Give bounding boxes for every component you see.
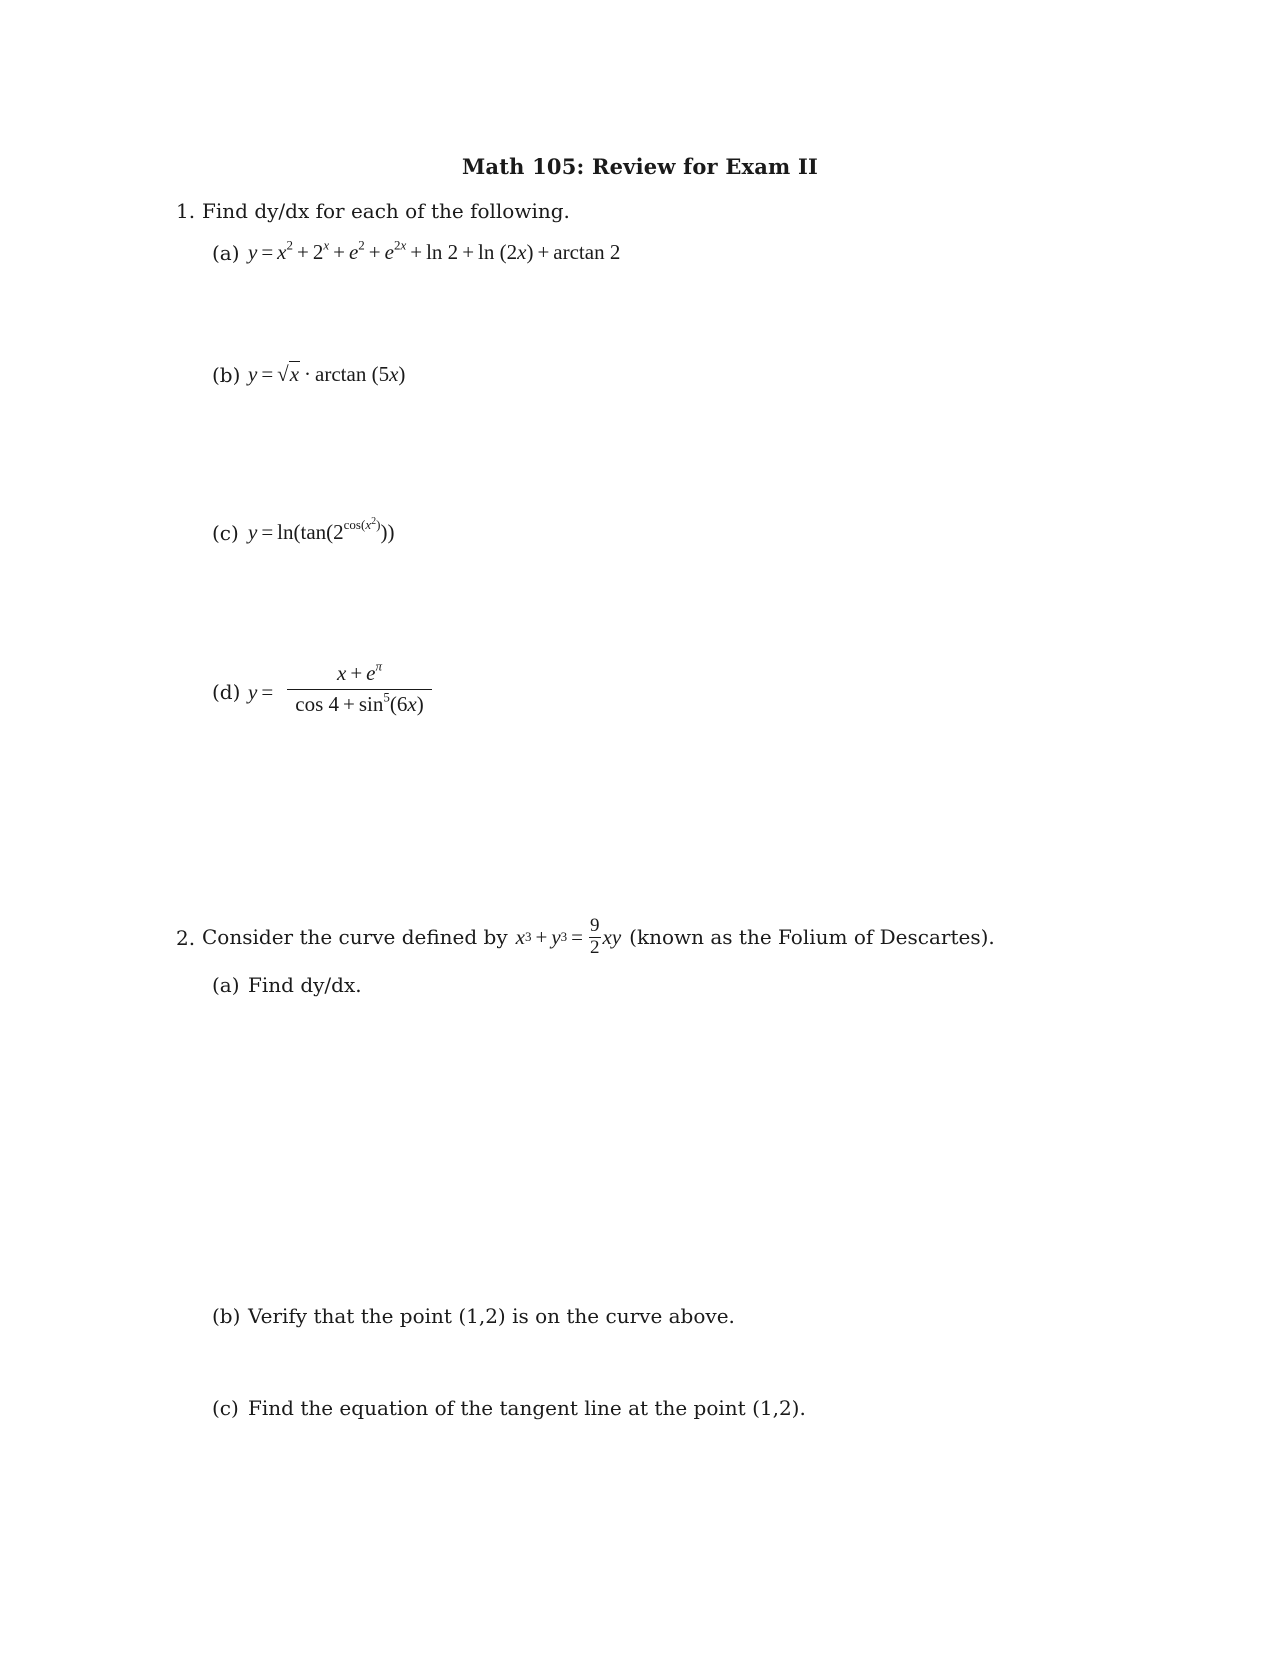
q1-part-d-label: (d)	[212, 680, 241, 704]
q2-part-c-label: (c)	[212, 1396, 239, 1420]
q2-part-c-text: Find the equation of the tangent line at the point (1,2).	[248, 1396, 806, 1420]
q1-part-b-equation: y = √x · arctan (5x)	[248, 362, 406, 386]
folium-equation: x 3 + y 3 = $\frac{9}{2}$ xy	[515, 914, 622, 958]
q1-part-b-label: (b)	[212, 363, 241, 387]
q1-part-a-equation: $y = x^2 + 2^x + e^2 + e^{2x} + \ln 2 + \ln (2x) + \arctan 2$	[248, 237, 621, 264]
q1-part-a-label: (a)	[212, 241, 240, 265]
page-title: Math 105: Review for Exam II	[461, 154, 819, 179]
q1-part-d-y-equals: y =	[248, 680, 274, 704]
q1-part-d-fraction	[287, 658, 432, 718]
question-2-prompt-start: Consider the curve defined by	[202, 925, 508, 949]
q2-part-a-label: (a)	[212, 973, 240, 997]
nine-halves-fraction: $\frac{9}{2}$	[590, 914, 600, 958]
q2-part-b-text: Verify that the point (1,2) is on the curve above.	[248, 1304, 735, 1328]
question-2-prompt-end: (known as the Folium of Descartes).	[629, 925, 995, 949]
question-1-prompt	[202, 199, 570, 223]
question-1-prompt-text: Find dy/dx for each of the following.	[202, 199, 570, 223]
question-2-prompt	[202, 912, 995, 962]
q2-part-a-text: Find dy/dx.	[248, 973, 362, 997]
question-1-number: 1.	[176, 199, 196, 223]
q1-part-c-equation: $y = \ln(\tan(2^{cos(x^2)}))$	[248, 516, 395, 544]
question-2-number: 2.	[176, 926, 196, 950]
fraction-numerator: $x + e^\pi$	[336, 658, 382, 685]
fraction-denominator: $\cos 4 + \sin^5(6x)$	[295, 689, 424, 716]
q1-part-c-label: (c)	[212, 521, 239, 545]
q2-part-b-label: (b)	[212, 1304, 241, 1328]
